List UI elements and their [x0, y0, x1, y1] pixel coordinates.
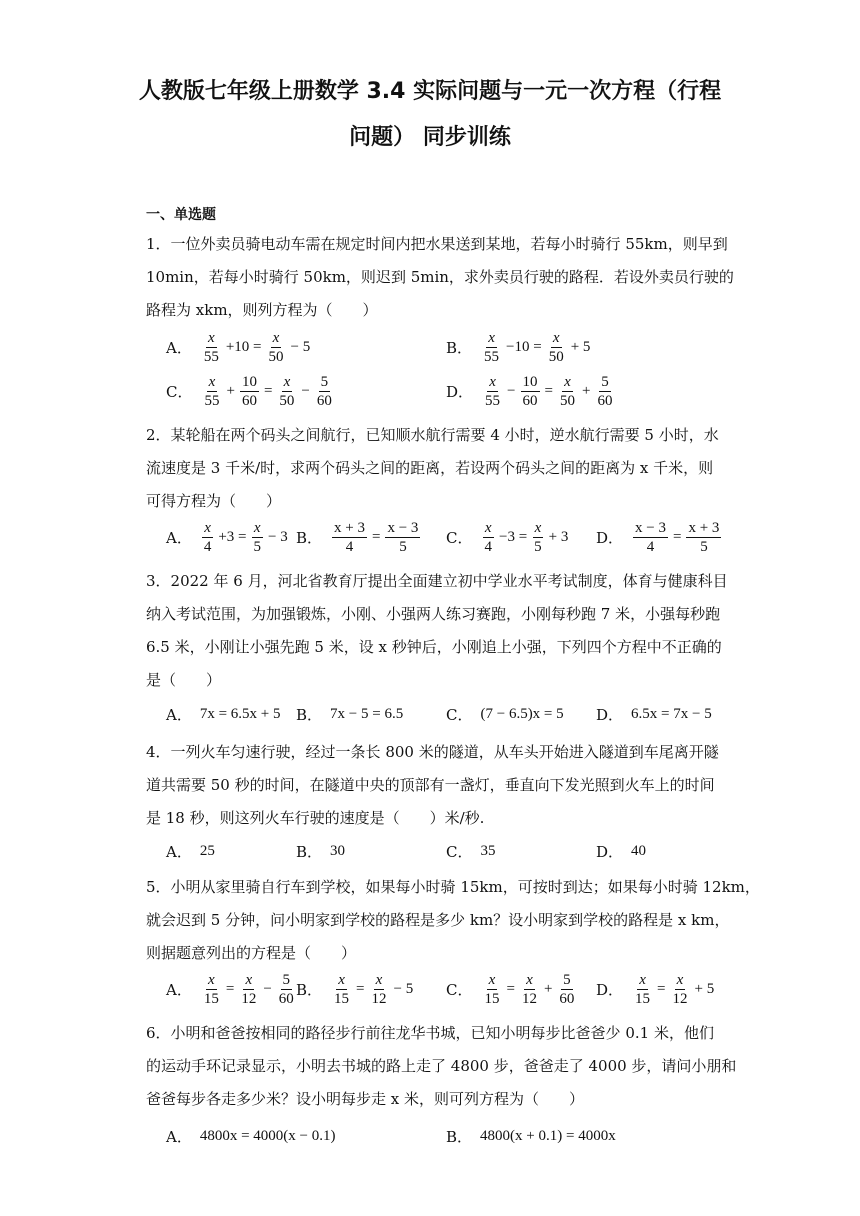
operator: = — [657, 981, 666, 997]
numerator: x — [204, 520, 211, 536]
fraction — [547, 330, 566, 365]
q5-option-d[interactable] — [596, 972, 714, 1007]
q3-stem-line-1: 3．2022 年 6 月，河北省教育厅提出全面建立初中学业水平考试制度，体育与健康科目 — [146, 572, 728, 590]
denominator: 60 — [241, 393, 257, 409]
q3-option-c[interactable] — [446, 704, 564, 725]
q1-option-d[interactable] — [446, 374, 616, 409]
numerator: x — [526, 972, 533, 988]
numerator: 5 — [601, 374, 609, 390]
q3-stem-line-4: 是（ ） — [146, 671, 222, 689]
option-label: D． — [596, 843, 624, 861]
q1-stem-line-3: 路程为 xkm，则列方程为（ ） — [146, 301, 378, 319]
numerator: x — [534, 520, 542, 536]
equation — [631, 972, 714, 1007]
equation: 7x = 6.5x + 5 — [199, 706, 281, 722]
option-label: D． — [446, 383, 474, 401]
q5-option-c[interactable] — [446, 972, 578, 1007]
fraction — [385, 520, 420, 555]
fraction — [557, 972, 576, 1007]
fraction — [202, 520, 214, 555]
fraction — [482, 520, 494, 555]
numerator: x — [338, 972, 345, 988]
equation — [481, 374, 616, 409]
answer-value: 40 — [631, 843, 647, 859]
numerator: 5 — [320, 374, 329, 390]
operator: + — [543, 981, 553, 997]
numerator: x — [484, 520, 492, 536]
denominator: 12 — [371, 991, 387, 1007]
denominator: 4 — [484, 539, 492, 555]
equation — [480, 330, 590, 365]
operator: = — [263, 383, 273, 399]
operator: + 3 — [548, 529, 569, 545]
operator: = — [372, 529, 381, 545]
numerator: x — [488, 330, 495, 346]
option-label: A． — [166, 529, 192, 547]
q1-option-c[interactable] — [166, 374, 336, 409]
q2-option-c[interactable] — [446, 520, 568, 555]
numerator: 5 — [563, 972, 571, 988]
denominator: 12 — [672, 991, 688, 1007]
q3-stem-line-3: 6.5 米，小刚让小强先跑 5 米，设 x 秒钟后，小刚追上小强，下列四个方程中不正确的 — [146, 638, 722, 656]
numerator: x — [283, 374, 291, 390]
option-label: A． — [166, 1128, 192, 1146]
denominator: 55 — [204, 393, 220, 409]
denominator: 4 — [646, 539, 655, 555]
denominator: 5 — [700, 539, 708, 555]
numerator: x — [375, 972, 383, 988]
numerator: x — [489, 374, 496, 390]
q6-stem-line-3: 爸爸每步各走多少米？设小明每步走 x 米，则可列方程为（ ） — [146, 1090, 584, 1108]
equation — [330, 520, 422, 555]
q1-option-b[interactable] — [446, 330, 590, 365]
denominator: 55 — [485, 393, 501, 409]
option-label: C． — [446, 706, 473, 724]
equation — [480, 520, 568, 555]
denominator: 12 — [241, 991, 257, 1007]
denominator: 12 — [521, 991, 537, 1007]
fraction — [671, 972, 690, 1007]
option-label: A． — [166, 339, 192, 357]
option-label: B． — [446, 339, 473, 357]
denominator: 4 — [203, 539, 212, 555]
q2-option-a[interactable] — [166, 520, 288, 555]
numerator: x — [488, 972, 496, 988]
denominator: 55 — [203, 349, 219, 365]
denominator: 60 — [316, 393, 332, 409]
denominator: 5 — [253, 539, 262, 555]
q5-stem-line-3: 则据题意列出的方程是（ ） — [146, 944, 357, 962]
q1-option-a[interactable] — [166, 330, 310, 365]
operator: + 5 — [694, 981, 715, 997]
fraction — [277, 374, 296, 409]
numerator: x — [253, 520, 261, 536]
q2-stem-line-1: 2．某轮船在两个码头之间航行，已知顺水航行需要 4 小时，逆水航行需要 5 小时，水 — [146, 426, 719, 444]
option-label: A． — [166, 843, 192, 861]
numerator: x + 3 — [688, 520, 720, 536]
operator: − — [263, 981, 272, 997]
answer-value: 30 — [330, 843, 346, 859]
fraction — [633, 972, 652, 1007]
equation — [631, 520, 723, 555]
fraction — [520, 972, 539, 1007]
equation: 7x − 5 = 6.5 — [330, 706, 404, 722]
denominator: 5 — [399, 539, 407, 555]
fraction — [239, 972, 258, 1007]
numerator: x — [564, 374, 571, 390]
denominator: 55 — [484, 349, 500, 365]
numerator: x − 3 — [635, 520, 666, 536]
denominator: 15 — [635, 991, 651, 1007]
operator: − 5 — [393, 981, 414, 997]
numerator: x — [639, 972, 646, 988]
page-title-line-1: 人教版七年级上册数学 3.4 实际问题与一元一次方程（行程 — [138, 79, 722, 104]
q5-option-b[interactable] — [296, 972, 413, 1007]
q6-option-b[interactable] — [446, 1126, 616, 1147]
q2-option-b[interactable] — [296, 520, 422, 555]
fraction — [315, 374, 334, 409]
equation: 4800x = 4000(x − 0.1) — [199, 1128, 336, 1144]
numerator: x + 3 — [334, 520, 365, 536]
operator: − 5 — [290, 339, 311, 355]
q3-option-b[interactable] — [296, 704, 403, 725]
numerator: 10 — [241, 374, 257, 390]
denominator: 60 — [278, 991, 294, 1007]
numerator: x — [552, 330, 560, 346]
operator: −10 = — [506, 339, 542, 355]
equation — [480, 972, 578, 1007]
numerator: x — [676, 972, 684, 988]
denominator: 5 — [534, 539, 542, 555]
q4-option-a[interactable] — [166, 841, 215, 862]
numerator: x — [208, 330, 215, 346]
fraction — [482, 972, 501, 1007]
option-label: C． — [166, 383, 193, 401]
numerator: x — [208, 972, 215, 988]
option-label: C． — [446, 843, 473, 861]
equation — [200, 520, 288, 555]
fraction — [483, 374, 502, 409]
fraction — [277, 972, 296, 1007]
fraction — [595, 374, 614, 409]
q4-stem-line-1: 4．一列火车匀速行驶，经过一条长 800 米的隧道，从车头开始进入隧道到车尾离开隧 — [146, 743, 719, 761]
fraction — [532, 520, 544, 555]
equation — [330, 972, 413, 1007]
numerator: x — [208, 374, 216, 390]
fraction — [202, 374, 221, 409]
q6-stem-line-2: 的运动手环记录显示，小明去书城的路上走了 4800 步，爸爸走了 4000 步，请问小朋和 — [146, 1057, 737, 1075]
denominator: 50 — [279, 393, 295, 409]
equation — [200, 374, 335, 409]
option-label: A． — [166, 706, 192, 724]
denominator: 60 — [559, 991, 575, 1007]
denominator: 15 — [203, 991, 219, 1007]
q2-stem-line-2: 流速度是 3 千米/时，求两个码头之间的距离，若设两个码头之间的距离为 x 千米，则 — [146, 459, 714, 477]
operator: +10 = — [225, 339, 262, 355]
q2-stem-line-3: 可得方程为（ ） — [146, 492, 282, 510]
fraction — [370, 972, 389, 1007]
equation — [200, 972, 298, 1007]
option-label: C． — [446, 981, 473, 999]
option-label: C． — [446, 529, 473, 547]
q5-stem-line-1: 5．小明从家里骑自行车到学校，如果每小时骑 15km，可按时到达；如果每小时骑 12km， — [146, 878, 760, 896]
denominator: 60 — [522, 393, 538, 409]
q6-stem-line-1: 6．小明和爸爸按相同的路径步行前往龙华书城，已知小明每步比爸爸少 0.1 米，他们 — [146, 1024, 714, 1042]
operator: + 5 — [570, 339, 591, 355]
option-label: B． — [296, 843, 323, 861]
denominator: 4 — [345, 539, 354, 555]
numerator: 10 — [522, 374, 538, 390]
operator: = — [673, 529, 682, 545]
page-title-line-2: 问题） 同步训练 — [349, 125, 511, 150]
answer-value: 35 — [480, 843, 496, 859]
fraction — [252, 520, 264, 555]
operator: = — [225, 981, 235, 997]
denominator: 15 — [334, 991, 350, 1007]
fraction — [240, 374, 259, 409]
operator: − — [301, 383, 310, 399]
equation: 6.5x = 7x − 5 — [631, 706, 712, 722]
operator: +3 = — [218, 529, 247, 545]
q2-option-d[interactable] — [596, 520, 723, 555]
numerator: x − 3 — [387, 520, 419, 536]
q1-stem-line-1: 1．一位外卖员骑电动车需在规定时间内把水果送到某地，若每小时骑行 55km，则早到 — [146, 235, 728, 253]
option-label: A． — [166, 981, 192, 999]
numerator: x — [272, 330, 280, 346]
q1-stem-line-2: 10min，若每小时骑行 50km，则迟到 5min，求外卖员行驶的路程．若设外卖员行驶的 — [146, 268, 734, 286]
option-label: D． — [596, 706, 624, 724]
option-label: B． — [296, 981, 323, 999]
fraction — [202, 330, 221, 365]
numerator: x — [245, 972, 253, 988]
q3-option-d[interactable] — [596, 704, 712, 725]
option-label: B． — [446, 1128, 473, 1146]
option-label: D． — [596, 981, 624, 999]
denominator: 15 — [484, 991, 500, 1007]
fraction — [633, 520, 668, 555]
denominator: 50 — [268, 349, 284, 365]
operator: −3 = — [498, 529, 528, 545]
operator: − — [507, 383, 516, 399]
option-label: B． — [296, 706, 323, 724]
q6-option-a[interactable] — [166, 1126, 336, 1147]
operator: − 3 — [268, 529, 288, 545]
fraction — [202, 972, 221, 1007]
q3-option-a[interactable] — [166, 704, 281, 725]
operator: = — [356, 981, 365, 997]
fraction — [267, 330, 286, 365]
q5-stem-line-2: 就会迟到 5 分钟，问小明家到学校的路程是多少 km？设小明家到学校的路程是 x km， — [146, 911, 730, 929]
q4-option-d[interactable] — [596, 841, 646, 862]
operator: + — [581, 383, 591, 399]
denominator: 60 — [597, 393, 613, 409]
equation: 4800(x + 0.1) = 4000x — [480, 1128, 616, 1144]
operator: = — [544, 383, 553, 399]
denominator: 50 — [559, 393, 575, 409]
q4-option-c[interactable] — [446, 841, 495, 862]
equation: (7 − 6.5)x = 5 — [480, 706, 564, 722]
option-label: D． — [596, 529, 624, 547]
q4-stem-line-2: 道共需要 50 秒的时间，在隧道中央的顶部有一盏灯，垂直向下发光照到火车上的时间 — [146, 776, 715, 794]
fraction — [482, 330, 501, 365]
fraction — [521, 374, 540, 409]
fraction — [686, 520, 721, 555]
fraction — [558, 374, 577, 409]
q5-option-a[interactable] — [166, 972, 298, 1007]
q4-option-b[interactable] — [296, 841, 345, 862]
operator: + — [226, 383, 235, 399]
operator: = — [506, 981, 515, 997]
q3-stem-line-2: 纳入考试范围，为加强锻炼，小刚、小强两人练习赛跑，小刚每秒跑 7 米，小强每秒跑 — [146, 605, 721, 623]
q4-stem-line-3: 是 18 秒，则这列火车行驶的速度是（ ）米/秒. — [146, 809, 485, 827]
numerator: 5 — [282, 972, 291, 988]
equation — [200, 330, 310, 365]
section-title: 一、单选题 — [146, 207, 216, 223]
fraction — [332, 520, 367, 555]
fraction — [332, 972, 351, 1007]
denominator: 50 — [548, 349, 564, 365]
option-label: B． — [296, 529, 323, 547]
answer-value: 25 — [199, 843, 215, 859]
